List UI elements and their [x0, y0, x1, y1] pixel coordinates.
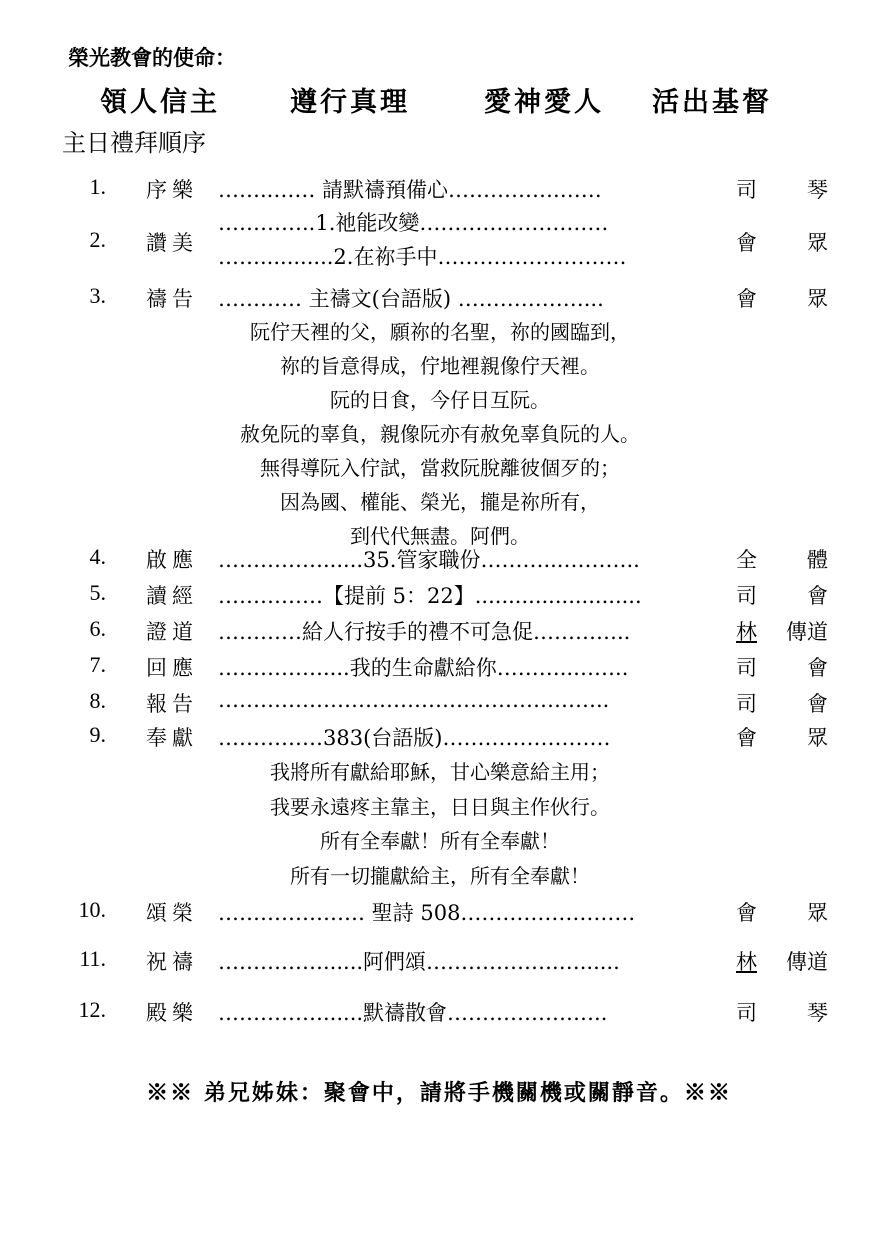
item-detail: ……………......默禱散會………………….. [218, 1001, 608, 1025]
leader-part: 會 [736, 287, 757, 311]
leader-part: 會 [807, 584, 828, 608]
leader-part: 眾 [807, 231, 828, 255]
item-detail: ……...........2.在祢手中……………………… [218, 245, 627, 269]
leader-part: 體 [807, 548, 828, 572]
order-item [0, 279, 878, 313]
item-name: 殿樂 [146, 1001, 198, 1025]
item-number: 7. [89, 652, 106, 677]
item-detail: ……………....我的生命獻給你………..…….. [218, 656, 629, 680]
item-name: 禱告 [146, 287, 198, 311]
item-name: 奉獻 [146, 726, 198, 750]
item-name: 讚美 [146, 231, 198, 255]
item-number: 10. [78, 897, 106, 922]
item-detail: ……………......阿們頌……………….…...... [218, 950, 620, 974]
item-number: 5. [89, 580, 106, 605]
order-item [0, 942, 878, 976]
order-item [0, 213, 878, 273]
item-name: 啟應 [146, 548, 198, 572]
item-number: 6. [89, 616, 106, 641]
item-detail: ……………......35.管家職份………...……….. [218, 548, 640, 572]
item-name: 回應 [146, 656, 198, 680]
mission-item: 活出基督 [652, 87, 772, 118]
mission-item: 領人信主 [100, 87, 220, 118]
order-item [0, 993, 878, 1027]
leader-part: 傳道 [786, 950, 828, 974]
item-name: 讀經 [146, 584, 198, 608]
item-detail: ………… 主禱文(台語版) ………………... [218, 287, 604, 311]
leader-part: 司 [736, 1001, 757, 1025]
text-line: 到代代無盡。阿們。 [350, 524, 530, 548]
leader-part: 眾 [807, 287, 828, 311]
leader-part: 司 [736, 178, 757, 202]
order-item [0, 893, 878, 927]
item-name: 頌榮 [146, 901, 198, 925]
order-title: 主日禮拜順序 [62, 129, 206, 157]
item-number: 8. [89, 688, 106, 713]
item-detail: ……………383(台語版)…………………… [218, 726, 611, 750]
phone-notice: ※※ 弟兄姊妹：聚會中，請將手機關機或關靜音。※※ [146, 1080, 732, 1106]
text-line: 因為國、權能、榮光，攏是祢所有， [280, 490, 600, 514]
leader-part: 會 [736, 726, 757, 750]
leader-part: 林 [736, 620, 757, 644]
item-number: 4. [89, 544, 106, 569]
item-name: 祝禱 [146, 950, 198, 974]
text-line: 所有一切攏獻給主，所有全奉獻！ [290, 863, 590, 888]
order-item [0, 684, 878, 718]
item-detail: …………給人行按手的禮不可急促………….. [218, 620, 631, 644]
leader-part: 會 [807, 692, 828, 716]
order-item [0, 648, 878, 682]
item-detail: ………………… 聖詩 508……………………. [218, 901, 636, 925]
leader-part: 琴 [807, 178, 828, 202]
leader-part: 會 [807, 656, 828, 680]
leader-part: 會 [736, 901, 757, 925]
item-detail: ……………【提前 5：22】......................... [218, 584, 642, 608]
leader-part: 林 [736, 950, 757, 974]
text-line: 祢的旨意得成，佇地裡親像佇天裡。 [280, 354, 600, 378]
text-line: 無得導阮入佇試，當救阮脫離彼個歹的； [260, 456, 620, 480]
leader-part: 琴 [807, 1001, 828, 1025]
item-name: 證道 [146, 620, 198, 644]
item-name: 序樂 [146, 178, 198, 202]
item-number: 9. [89, 722, 106, 747]
leader-part: 全 [736, 548, 757, 572]
mission-item: 愛神愛人 [484, 87, 604, 118]
text-line: 赦免阮的辜負，親像阮亦有赦免辜負阮的人。 [240, 422, 640, 446]
item-detail: ……..…… 請默禱預備心…………….…… [218, 178, 602, 202]
item-detail: …………..1.祂能改變……………………… [218, 211, 609, 235]
item-number: 12. [78, 997, 106, 1022]
text-line: 阮的日食，今仔日互阮。 [330, 388, 550, 412]
item-number: 3. [89, 283, 106, 308]
item-number: 11. [79, 946, 106, 971]
text-line: 阮佇天裡的父，願祢的名聖，祢的國臨到， [250, 320, 630, 344]
order-item [0, 170, 878, 204]
mission-item: 遵行真理 [290, 87, 410, 118]
leader-part: 眾 [807, 901, 828, 925]
item-detail: ……………………………………………….. [218, 688, 610, 712]
mission-label: 榮光教會的使命： [68, 45, 236, 70]
order-item [0, 612, 878, 646]
item-name: 報告 [146, 692, 198, 716]
item-number: 2. [89, 227, 106, 252]
leader-part: 眾 [807, 726, 828, 750]
order-item [0, 718, 878, 752]
item-number: 1. [89, 174, 106, 199]
leader-part: 司 [736, 656, 757, 680]
text-line: 我將所有獻給耶穌，甘心樂意給主用； [270, 760, 610, 784]
text-line: 我要永遠疼主靠主，日日與主作伙行。 [270, 794, 610, 819]
leader-part: 司 [736, 692, 757, 716]
leader-part: 司 [736, 584, 757, 608]
text-line: 所有全奉獻！所有全奉獻！ [320, 829, 560, 853]
leader-part: 會 [736, 231, 757, 255]
order-item [0, 576, 878, 610]
leader-part: 傳道 [786, 620, 828, 644]
